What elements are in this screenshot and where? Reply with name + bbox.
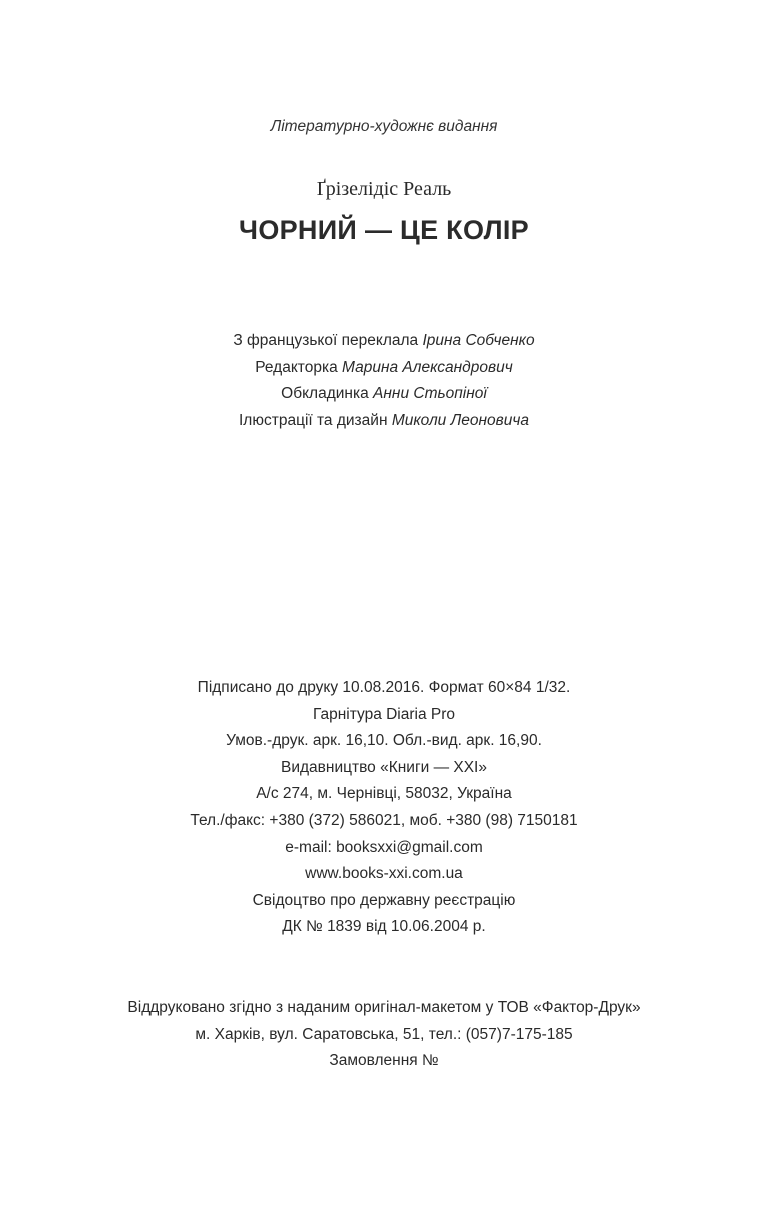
credit-name: Марина Александрович	[342, 358, 513, 376]
credit-editor	[0, 357, 768, 384]
credit-illustrations	[0, 410, 768, 437]
imprint-line: www.books-xxi.com.ua	[305, 865, 463, 883]
credit-role: З французької переклала	[233, 332, 419, 349]
printer-line: Віддруковано згідно з наданим оригінал-макетом у ТОВ «Фактор-Друк»	[127, 999, 641, 1016]
credit-cover	[0, 383, 768, 410]
printer-line: Замовлення №	[329, 1052, 439, 1069]
printer-details	[0, 997, 768, 1077]
imprint-line: e-mail: booksxxi@gmail.com	[285, 838, 483, 856]
credits-block	[0, 330, 768, 436]
imprint-line: Підписано до друку 10.08.2016. Формат 60×84 1/32.	[197, 679, 571, 696]
printer-line: м. Харків, вул. Саратовська, 51, тел.: (057)7-175-185	[195, 1025, 573, 1043]
credit-role: Ілюстрації та дизайн	[239, 411, 388, 429]
credit-name: Анни Стьопіної	[373, 385, 487, 402]
credit-role: Редакторка	[255, 358, 338, 376]
book-author: Ґрізелідіс Реаль	[316, 178, 452, 200]
imprint-line: Видавництво «Книги — XXI»	[281, 758, 487, 776]
credit-name: Ірина Собченко	[422, 332, 535, 349]
credit-name: Миколи Леоновича	[391, 411, 529, 429]
imprint-line: ДК № 1839 від 10.06.2004 р.	[282, 918, 486, 936]
imprint-line: А/с 274, м. Чернівці, 58032, Україна	[256, 785, 512, 803]
imprint-line: Гарнітура Diaria Pro	[312, 705, 456, 723]
imprint-line: Умов.-друк. арк. 16,10. Обл.-вид. арк. 16,90.	[226, 732, 542, 750]
book-title: ЧОРНИЙ — ЦЕ КОЛІР	[239, 215, 529, 245]
edition-genre: Літературно-художнє видання	[270, 118, 498, 135]
credit-translator	[0, 330, 768, 357]
credit-role: Обкладинка	[281, 385, 369, 402]
publication-details	[0, 677, 768, 943]
imprint-line: Свідоцтво про державну реєстрацію	[252, 891, 516, 909]
imprint-line: Тел./факс: +380 (372) 586021, моб. +380 (98) 7150181	[190, 811, 578, 829]
